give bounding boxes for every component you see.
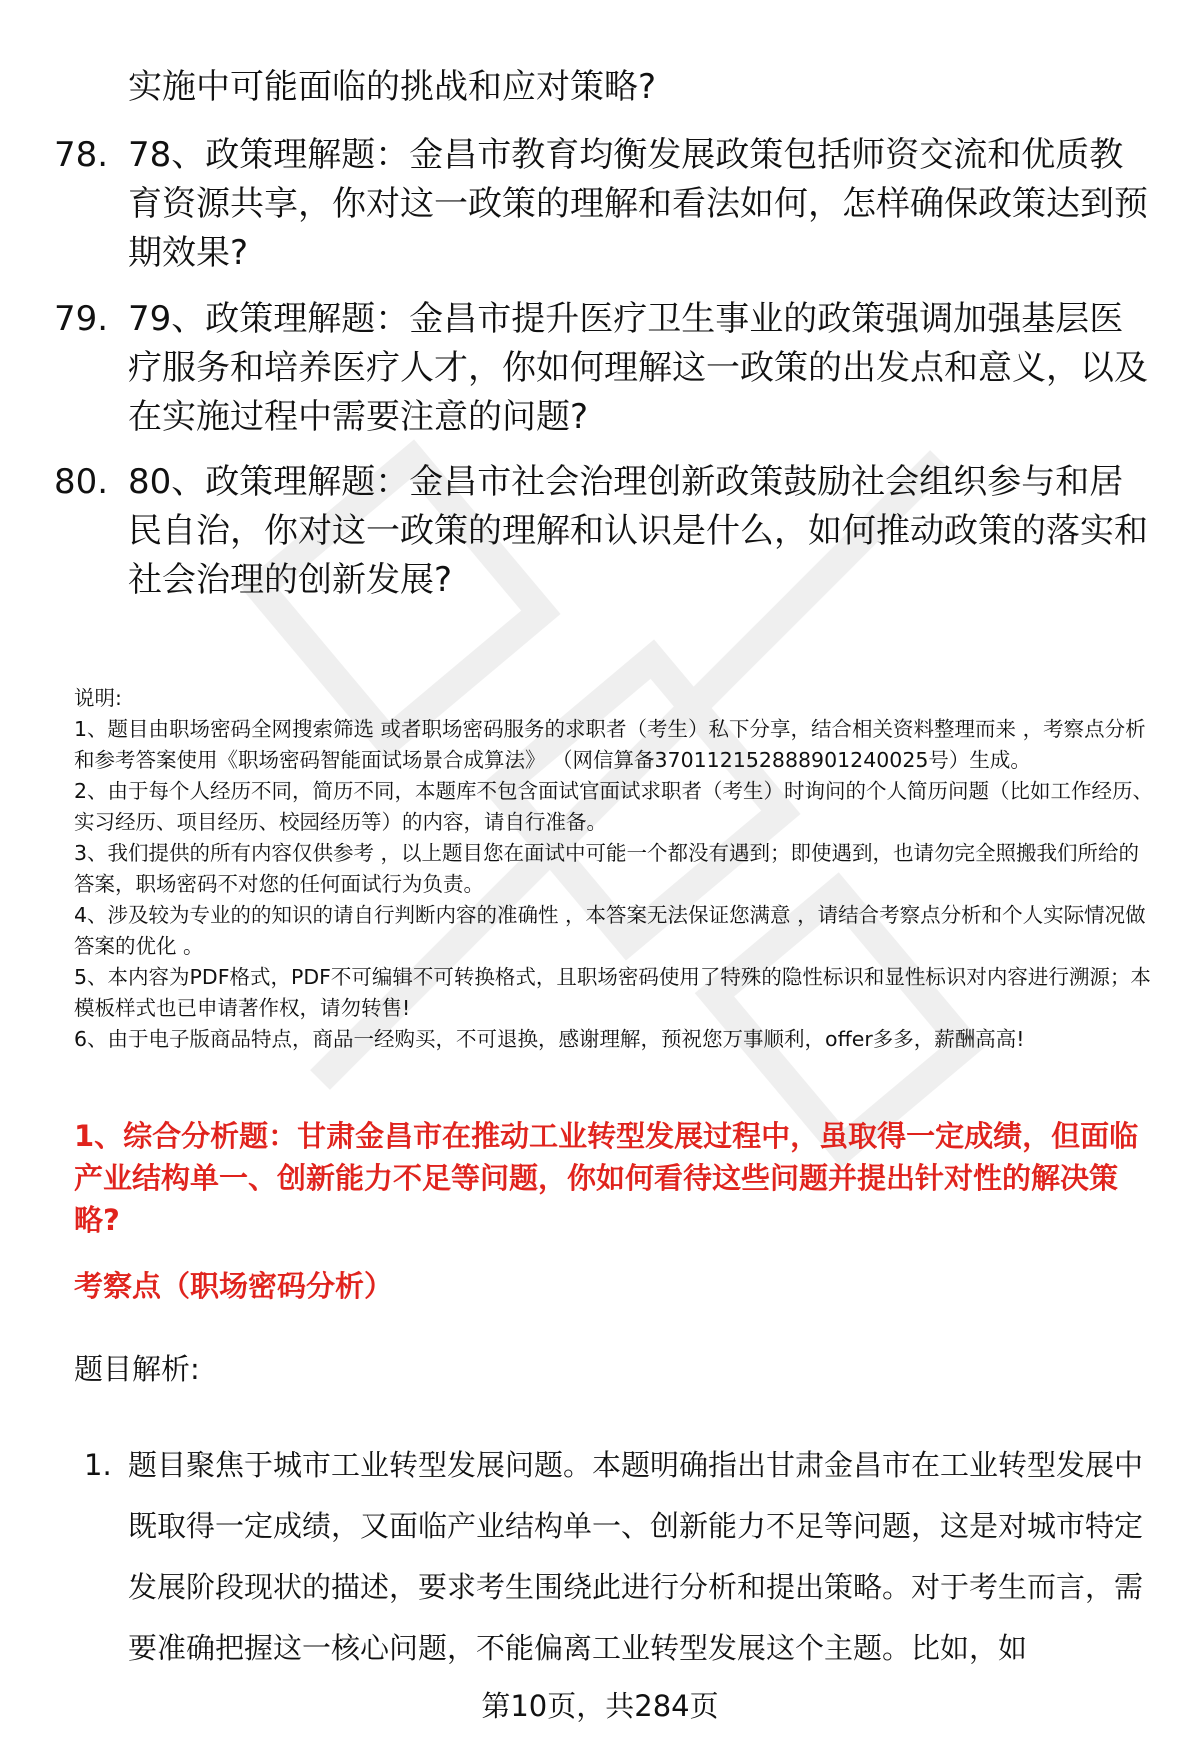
question-continuation: 实施中可能面临的挑战和应对策略? [128, 67, 657, 107]
question-number: 80. [54, 462, 109, 502]
page-footer: 第10页，共284页 [481, 1689, 719, 1723]
main-question-title: 1、综合分析题：甘肃金昌市在推动工业转型发展过程中，虽取得一定成绩，但面临产业结构单一、创新能力不足等问题，你如何看待这些问题并提出针对性的解决策略? [74, 1119, 1139, 1237]
analysis-number: 1. [84, 1448, 112, 1482]
sub-heading: 题目解析: [74, 1352, 200, 1386]
question-number: 79. [54, 299, 109, 339]
analysis-text: 题目聚焦于城市工业转型发展问题。本题明确指出甘肃金昌市在工业转型发展中既取得一定成绩，又面临产业结构单一、创新能力不足等问题，这是对城市特定发展阶段现状的描述，要求考生围绕此进行分析和提出策略。对于考生而言，需要准确把握这一核心问题，不能偏离工业转型发展这个主题。比如，如 [128, 1448, 1144, 1665]
note-item: 3、我们提供的所有内容仅供参考 ，以上题目您在面试中可能一个都没有遇到；即使遇到，也请勿完全照搬我们所给的答案，职场密码不对您的任何面试行为负责。 [74, 841, 1140, 896]
question-number: 78. [54, 135, 109, 175]
note-item: 6、由于电子版商品特点，商品一经购买，不可退换，感谢理解，预祝您万事顺利，offer多多，薪酬高高! [74, 1027, 1025, 1051]
note-item: 2、由于每个人经历不同，简历不同，本题库不包含面试官面试求职者（考生）时询问的个人简历问题（比如工作经历、实习经历、项目经历、校园经历等）的内容，请自行准备。 [74, 779, 1154, 834]
notes-heading: 说明: [74, 686, 122, 710]
note-item: 4、涉及较为专业的的知识的请自行判断内容的准确性 ，本答案无法保证您满意 ，请结合考察点分析和个人实际情况做答案的优化 。 [74, 903, 1146, 958]
notes-section [74, 683, 1154, 1055]
question-text: 78、政策理解题：金昌市教育均衡发展政策包括师资交流和优质教育资源共享，你对这一政策的理解和看法如何，怎样确保政策达到预期效果? [128, 135, 1148, 273]
note-item: 1、题目由职场密码全网搜索筛选 或者职场密码服务的求职者（考生）私下分享，结合相关资料整理而来 ，考察点分析和参考答案使用《职场密码智能面试场景合成算法》 （网信算备370112152888901240025号）生成。 [74, 717, 1146, 772]
section-heading: 考察点（职场密码分析） [74, 1269, 394, 1303]
note-item: 5、本内容为PDF格式，PDF不可编辑不可转换格式，且职场密码使用了特殊的隐性标识和显性标识对内容进行溯源；本模板样式也已申请著作权，请勿转售! [74, 965, 1151, 1020]
question-text: 79、政策理解题：金昌市提升医疗卫生事业的政策强调加强基层医疗服务和培养医疗人才，你如何理解这一政策的出发点和意义，以及在实施过程中需要注意的问题? [128, 299, 1148, 437]
question-text: 80、政策理解题：金昌市社会治理创新政策鼓励社会组织参与和居民自治，你对这一政策的理解和认识是什么，如何推动政策的落实和社会治理的创新发展? [128, 462, 1148, 600]
